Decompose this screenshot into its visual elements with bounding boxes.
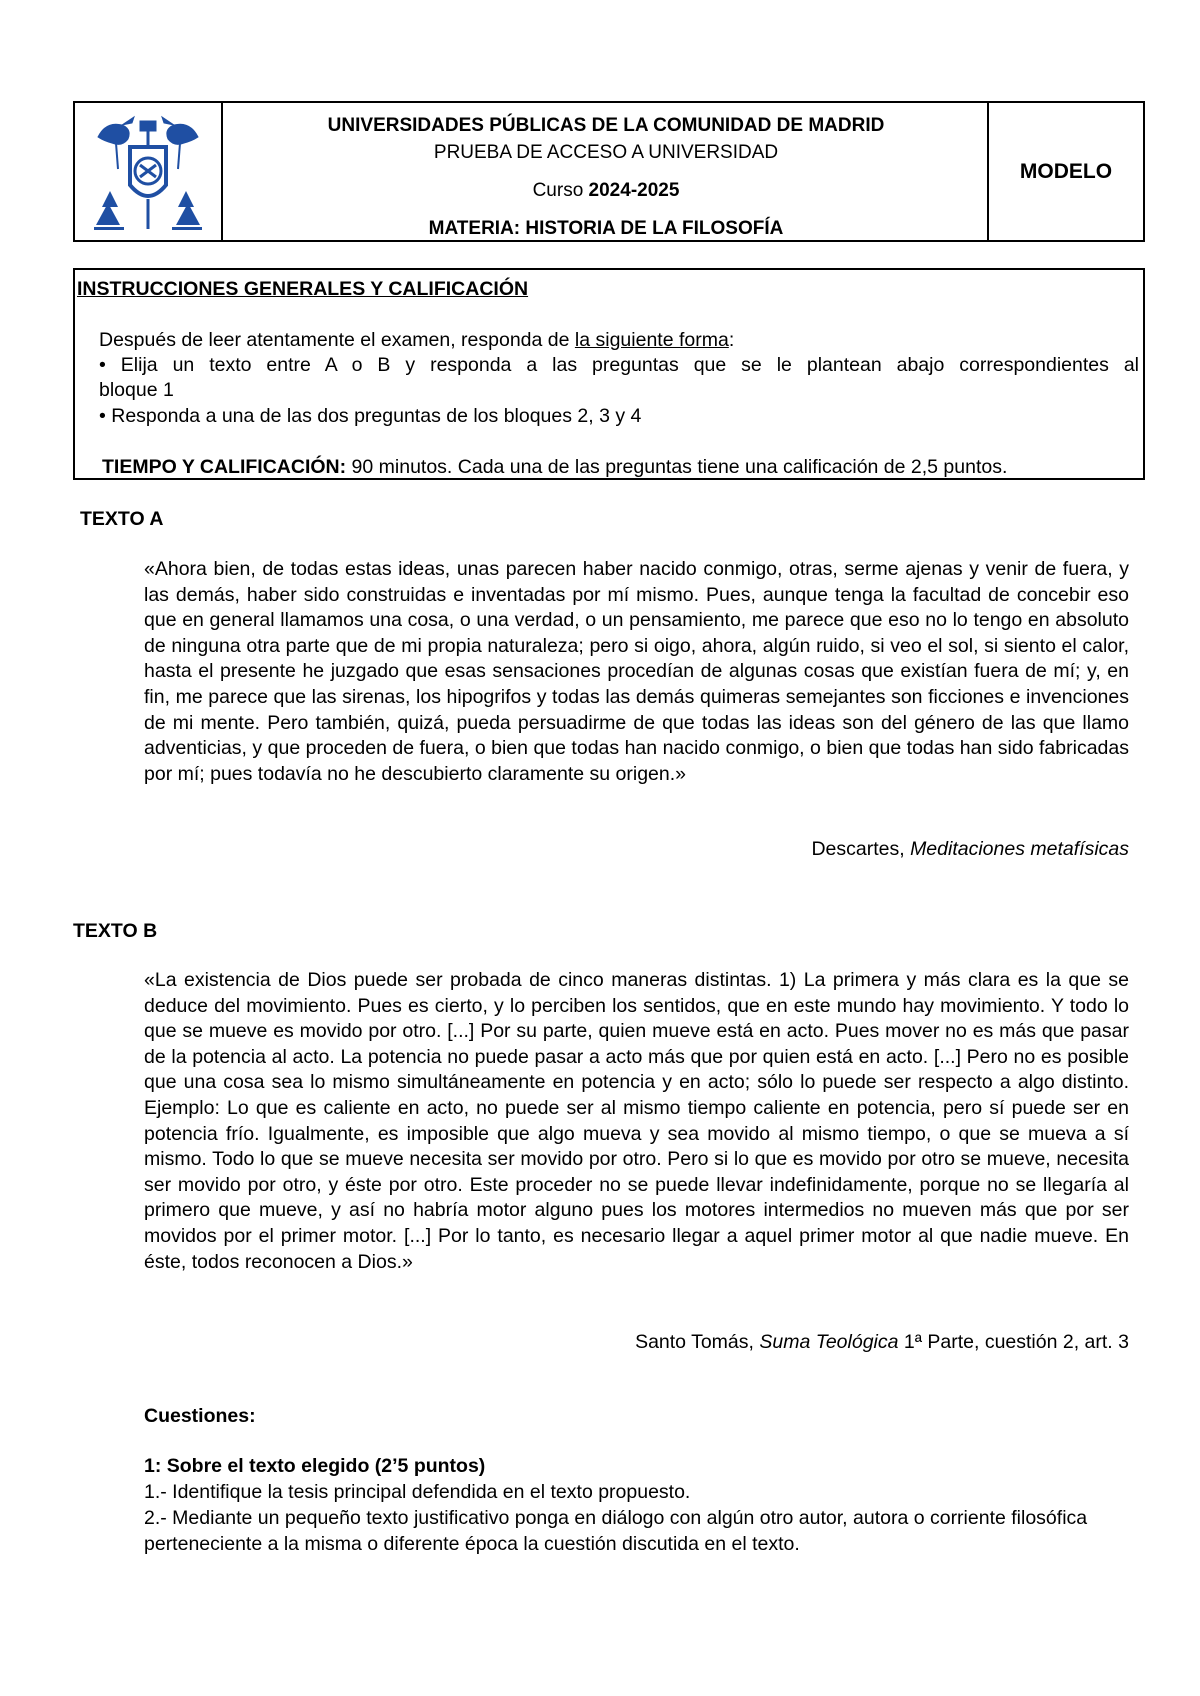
texto-b-citation — [635, 1331, 1129, 1354]
modelo-badge: MODELO — [1019, 159, 1113, 183]
question-2: 2.- Mediante un pequeño texto justificativo ponga en diálogo con algún otro autor, autora o corriente filosófica perteneciente a la misma o diferente época la cuestión discutida en el texto. — [144, 1507, 1088, 1555]
university-logo — [75, 103, 223, 240]
exam-title: PRUEBA DE ACCESO A UNIVERSIDAD — [433, 142, 779, 163]
texto-b-author: Santo Tomás, — [635, 1331, 760, 1353]
instructions-box — [73, 268, 1145, 480]
texto-a-work: Meditaciones metafísicas — [910, 838, 1129, 860]
instructions-line-1 — [99, 328, 734, 353]
time-label: TIEMPO Y CALIFICACIÓN: — [102, 456, 347, 478]
university-title: UNIVERSIDADES PÚBLICAS DE LA COMUNIDAD DE MADRID — [327, 115, 885, 136]
instructions-line-2: • Elija un texto entre A o B y responda a las preguntas que se le plantean abajo correspondientes al — [99, 354, 1139, 376]
instructions-line-2b: bloque 1 — [99, 379, 174, 401]
question-1: 1.- Identifique la tesis principal defendida en el texto propuesto. — [144, 1481, 691, 1503]
instructions-line-1-colon: : — [728, 329, 735, 351]
instructions-title: INSTRUCCIONES GENERALES Y CALIFICACIÓN — [77, 278, 529, 300]
block-1-title: 1: Sobre el texto elegido (2’5 puntos) — [144, 1455, 486, 1477]
course-label: Curso — [532, 180, 584, 201]
texto-a-citation — [811, 838, 1129, 861]
texto-b-work: Suma Teológica — [759, 1331, 899, 1353]
time-and-grading — [102, 455, 1007, 480]
storks-crest-icon — [88, 107, 208, 237]
subject-title: MATERIA: HISTORIA DE LA FILOSOFÍA — [428, 218, 784, 239]
course-year: 2024-2025 — [588, 180, 680, 201]
texto-a-author: Descartes, — [811, 838, 911, 860]
texto-b-body: «La existencia de Dios puede ser probada de cinco maneras distintas. 1) La primera y más clara es la que se deduce del movimiento. Pues es cierto, y lo perciben los sentidos, que en este mundo hay movimiento. Y todo lo que se mueve es movido por otro. [...] Por su parte, quien mueve está en acto. Pues mover no es más que pasar de la potencia al acto. La potencia no puede pasar a acto más que por quien está en acto. [...] Pero no es posible que una cosa sea lo mismo simultáneamente en potencia y en acto; sólo lo puede ser respecto a algo distinto. Ejemplo: Lo que es caliente en acto, no puede ser al mismo tiempo caliente en potencia, pero sí puede ser en potencia frío. Igualmente, es imposible que algo mueva y sea movido al mismo tiempo, o que se mueva a sí mismo. Todo lo que se mueve necesita ser movido por otro. Pero si lo que es movido por otro se mueve, necesita ser movido por otro, y éste por otro. Este proceder no se puede llevar indefinidamente, porque no se llegaría al primero que mueve, y así no habría motor alguno pues los motores intermedios no mueven más que por ser movidos por el primer motor. [...] Por lo tanto, es necesario llegar a aquel primer motor al que nadie mueve. En éste, todos reconocen a Dios.» — [144, 969, 1129, 1273]
instructions-line-3: • Responda a una de las dos preguntas de los bloques 2, 3 y 4 — [99, 405, 642, 427]
texto-b-ref: 1ª Parte, cuestión 2, art. 3 — [898, 1331, 1129, 1353]
course-line — [220, 180, 992, 202]
texto-a-heading: TEXTO A — [80, 508, 164, 530]
time-text: 90 minutos. Cada una de las preguntas tiene una calificación de 2,5 puntos. — [346, 456, 1008, 478]
texto-a-body: «Ahora bien, de todas estas ideas, unas parecen haber nacido conmigo, otras, serme ajenas y venir de fuera, y las demás, haber sido construidas e inventadas por mí mismo. Pues, aunque tenga la facultad de concebir eso que en general llamamos una cosa, o una verdad, o un pensamiento, me parece que eso no lo tengo en absoluto de ninguna otra parte que de mi propia naturaleza; pero si oigo, ahora, algún ruido, si veo el sol, si siento el calor, hasta el presente he juzgado que esas sensaciones procedían de algunas cosas que existían fuera de mí; y, en fin, me parece que las sirenas, los hipogrifos y todas las demás quimeras semejantes son ficciones e invenciones de mi mente. Pero también, quizá, pueda persuadirme de que todas las ideas son del género de las que llamo adventicias, y que proceden de fuera, o bien que todas han nacido conmigo, o bien que todas han sido fabricadas por mí; pues todavía no he descubierto claramente su origen.» — [144, 558, 1129, 785]
instructions-line-1-underlined: la siguiente forma — [574, 329, 729, 351]
texto-b-heading: TEXTO B — [73, 920, 158, 942]
cuestiones-heading: Cuestiones: — [144, 1405, 256, 1427]
instructions-line-1-text: Después de leer atentamente el examen, responda de — [99, 329, 575, 351]
